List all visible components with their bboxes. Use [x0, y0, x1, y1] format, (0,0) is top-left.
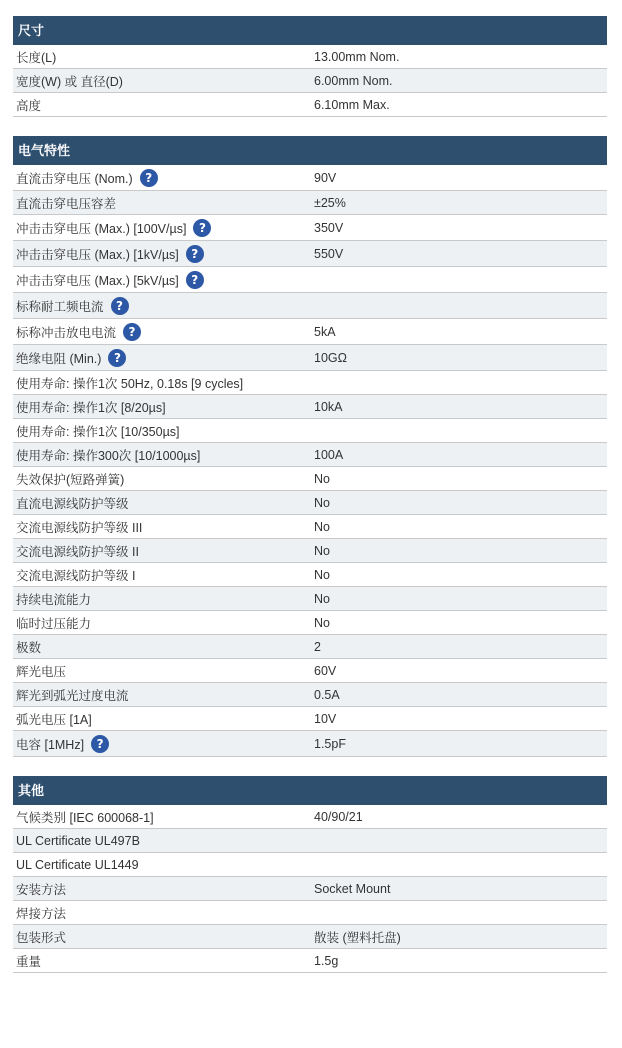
spec-label-text: 使用寿命: 操作300次 [10/1000µs]: [16, 448, 201, 463]
spec-row: [13, 93, 607, 117]
spec-label: [13, 735, 314, 753]
spec-label-text: 使用寿命: 操作1次 [8/20µs]: [16, 400, 166, 415]
spec-value: No: [314, 543, 330, 558]
spec-value: 6.00mm Nom.: [314, 73, 393, 88]
spec-label-text: 焊接方法: [16, 906, 67, 921]
spec-label: [13, 72, 314, 90]
spec-label: [13, 398, 314, 416]
spec-label-text: 冲击击穿电压 (Max.) [1kV/µs]: [16, 247, 179, 262]
spec-value: ±25%: [314, 195, 346, 210]
spec-label: [13, 952, 314, 970]
spec-row: [13, 491, 607, 515]
spec-label: [13, 470, 314, 488]
spec-row: [13, 949, 607, 973]
spec-row: [13, 345, 607, 371]
spec-label: [13, 271, 314, 289]
spec-row: [13, 467, 607, 491]
spec-value: 60V: [314, 663, 337, 678]
spec-label-text: 持续电流能力: [16, 592, 92, 607]
spec-value: No: [314, 495, 330, 510]
spec-row: [13, 69, 607, 93]
spec-value: No: [314, 567, 330, 582]
spec-label: [13, 349, 314, 367]
spec-row: [13, 635, 607, 659]
spec-value: 350V: [314, 220, 344, 235]
spec-row: [13, 419, 607, 443]
help-icon[interactable]: ?: [91, 735, 109, 753]
spec-value: 40/90/21: [314, 809, 363, 824]
spec-value: 550V: [314, 246, 344, 261]
spec-label-text: 极数: [16, 640, 42, 655]
spec-row: [13, 563, 607, 587]
spec-row: [13, 683, 607, 707]
spec-label: [13, 374, 314, 392]
spec-label-text: 直流击穿电压 (Nom.): [16, 171, 133, 186]
spec-value: 6.10mm Max.: [314, 97, 390, 112]
spec-row: [13, 293, 607, 319]
spec-label: [13, 614, 314, 632]
spec-label-text: 直流电源线防护等级: [16, 496, 129, 511]
spec-label: [13, 422, 314, 440]
help-icon[interactable]: ?: [193, 219, 211, 237]
spec-row: [13, 659, 607, 683]
spec-label-text: 冲击击穿电压 (Max.) [5kV/µs]: [16, 273, 179, 288]
spec-row: [13, 45, 607, 69]
section-title: 其他: [13, 776, 607, 805]
spec-row: [13, 319, 607, 345]
spec-label-text: 使用寿命: 操作1次 50Hz, 0.18s [9 cycles]: [16, 376, 244, 391]
spec-value: No: [314, 615, 330, 630]
spec-row: [13, 877, 607, 901]
spec-value: No: [314, 471, 330, 486]
spec-value: 5kA: [314, 324, 336, 339]
spec-label: [13, 518, 314, 536]
spec-label-text: 标称耐工频电流: [16, 299, 104, 314]
spec-label: [13, 219, 314, 237]
help-icon[interactable]: ?: [108, 349, 126, 367]
spec-label-text: 交流电源线防护等级 I: [16, 568, 136, 583]
spec-label-text: UL Certificate UL1449: [16, 857, 139, 872]
spec-value: 90V: [314, 170, 337, 185]
spec-label: [13, 834, 314, 848]
spec-label-text: 交流电源线防护等级 III: [16, 520, 143, 535]
spec-value: 13.00mm Nom.: [314, 49, 400, 64]
spec-label: [13, 323, 314, 341]
spec-value: No: [314, 519, 330, 534]
spec-label-text: 高度: [16, 98, 42, 113]
spec-label-text: 交流电源线防护等级 II: [16, 544, 139, 559]
spec-label-text: 标称冲击放电电流: [16, 325, 117, 340]
spec-label-text: 失效保护(短路弹簧): [16, 472, 125, 487]
spec-label-text: 宽度(W) 或 直径(D): [16, 74, 123, 89]
spec-row: [13, 443, 607, 467]
spec-value: 10V: [314, 711, 337, 726]
spec-label: [13, 297, 314, 315]
spec-value: 2: [314, 639, 321, 654]
spec-value: Socket Mount: [314, 881, 391, 896]
spec-label: [13, 494, 314, 512]
section-other: [13, 776, 607, 973]
spec-value: 100A: [314, 447, 344, 462]
spec-value: 1.5g: [314, 953, 339, 968]
spec-label-text: 电容 [1MHz]: [16, 737, 85, 752]
spec-row: [13, 853, 607, 877]
spec-label: [13, 858, 314, 872]
spec-row: [13, 925, 607, 949]
spec-row: [13, 611, 607, 635]
spec-label-text: 绝缘电阻 (Min.): [16, 351, 102, 366]
spec-label-text: 辉光到弧光过度电流: [16, 688, 129, 703]
spec-label: [13, 590, 314, 608]
spec-label-text: 直流击穿电压容差: [16, 196, 117, 211]
section-title: 电气特性: [13, 136, 607, 165]
spec-label-text: 包装形式: [16, 930, 67, 945]
spec-value: 散装 (塑料托盘): [314, 930, 401, 945]
section-electrical: [13, 136, 607, 757]
help-icon[interactable]: ?: [140, 169, 158, 187]
spec-label-text: 安装方法: [16, 882, 67, 897]
spec-label-text: 辉光电压: [16, 664, 67, 679]
spec-row: [13, 805, 607, 829]
spec-row: [13, 215, 607, 241]
spec-label: [13, 904, 314, 922]
spec-label-text: 长度(L): [16, 50, 57, 65]
spec-row: [13, 901, 607, 925]
spec-label: [13, 638, 314, 656]
spec-row: [13, 371, 607, 395]
spec-row: [13, 731, 607, 757]
spec-label-text: UL Certificate UL497B: [16, 833, 140, 848]
spec-label: [13, 194, 314, 212]
spec-label: [13, 686, 314, 704]
spec-value: No: [314, 591, 330, 606]
spec-value: 0.5A: [314, 687, 340, 702]
spec-label-text: 弧光电压 [1A]: [16, 712, 92, 727]
spec-value: 10GΩ: [314, 350, 347, 365]
spec-label: [13, 96, 314, 114]
spec-label: [13, 566, 314, 584]
spec-label: [13, 48, 314, 66]
section-dimensions: [13, 16, 607, 117]
spec-label-text: 气候类别 [IEC 600068-1]: [16, 810, 154, 825]
help-icon[interactable]: ?: [111, 297, 129, 315]
spec-label: [13, 169, 314, 187]
spec-label-text: 临时过压能力: [16, 616, 92, 631]
spec-label: [13, 662, 314, 680]
spec-row: [13, 515, 607, 539]
spec-row: [13, 539, 607, 563]
spec-row: [13, 829, 607, 853]
spec-label: [13, 710, 314, 728]
spec-row: [13, 241, 607, 267]
spec-label: [13, 446, 314, 464]
spec-label: [13, 542, 314, 560]
spec-row: [13, 267, 607, 293]
spec-label: [13, 880, 314, 898]
spec-row: [13, 587, 607, 611]
help-icon[interactable]: ?: [186, 245, 204, 263]
spec-row: [13, 707, 607, 731]
spec-label: [13, 245, 314, 263]
help-icon[interactable]: ?: [186, 271, 204, 289]
spec-value: 10kA: [314, 399, 343, 414]
spec-value: 1.5pF: [314, 736, 346, 751]
spec-label-text: 使用寿命: 操作1次 [10/350µs]: [16, 424, 180, 439]
spec-row: [13, 395, 607, 419]
help-icon[interactable]: ?: [123, 323, 141, 341]
spec-label: [13, 808, 314, 826]
spec-row: [13, 165, 607, 191]
section-title: 尺寸: [13, 16, 607, 45]
spec-label: [13, 928, 314, 946]
spec-label-text: 重量: [16, 954, 42, 969]
spec-label-text: 冲击击穿电压 (Max.) [100V/µs]: [16, 221, 187, 236]
spec-row: [13, 191, 607, 215]
